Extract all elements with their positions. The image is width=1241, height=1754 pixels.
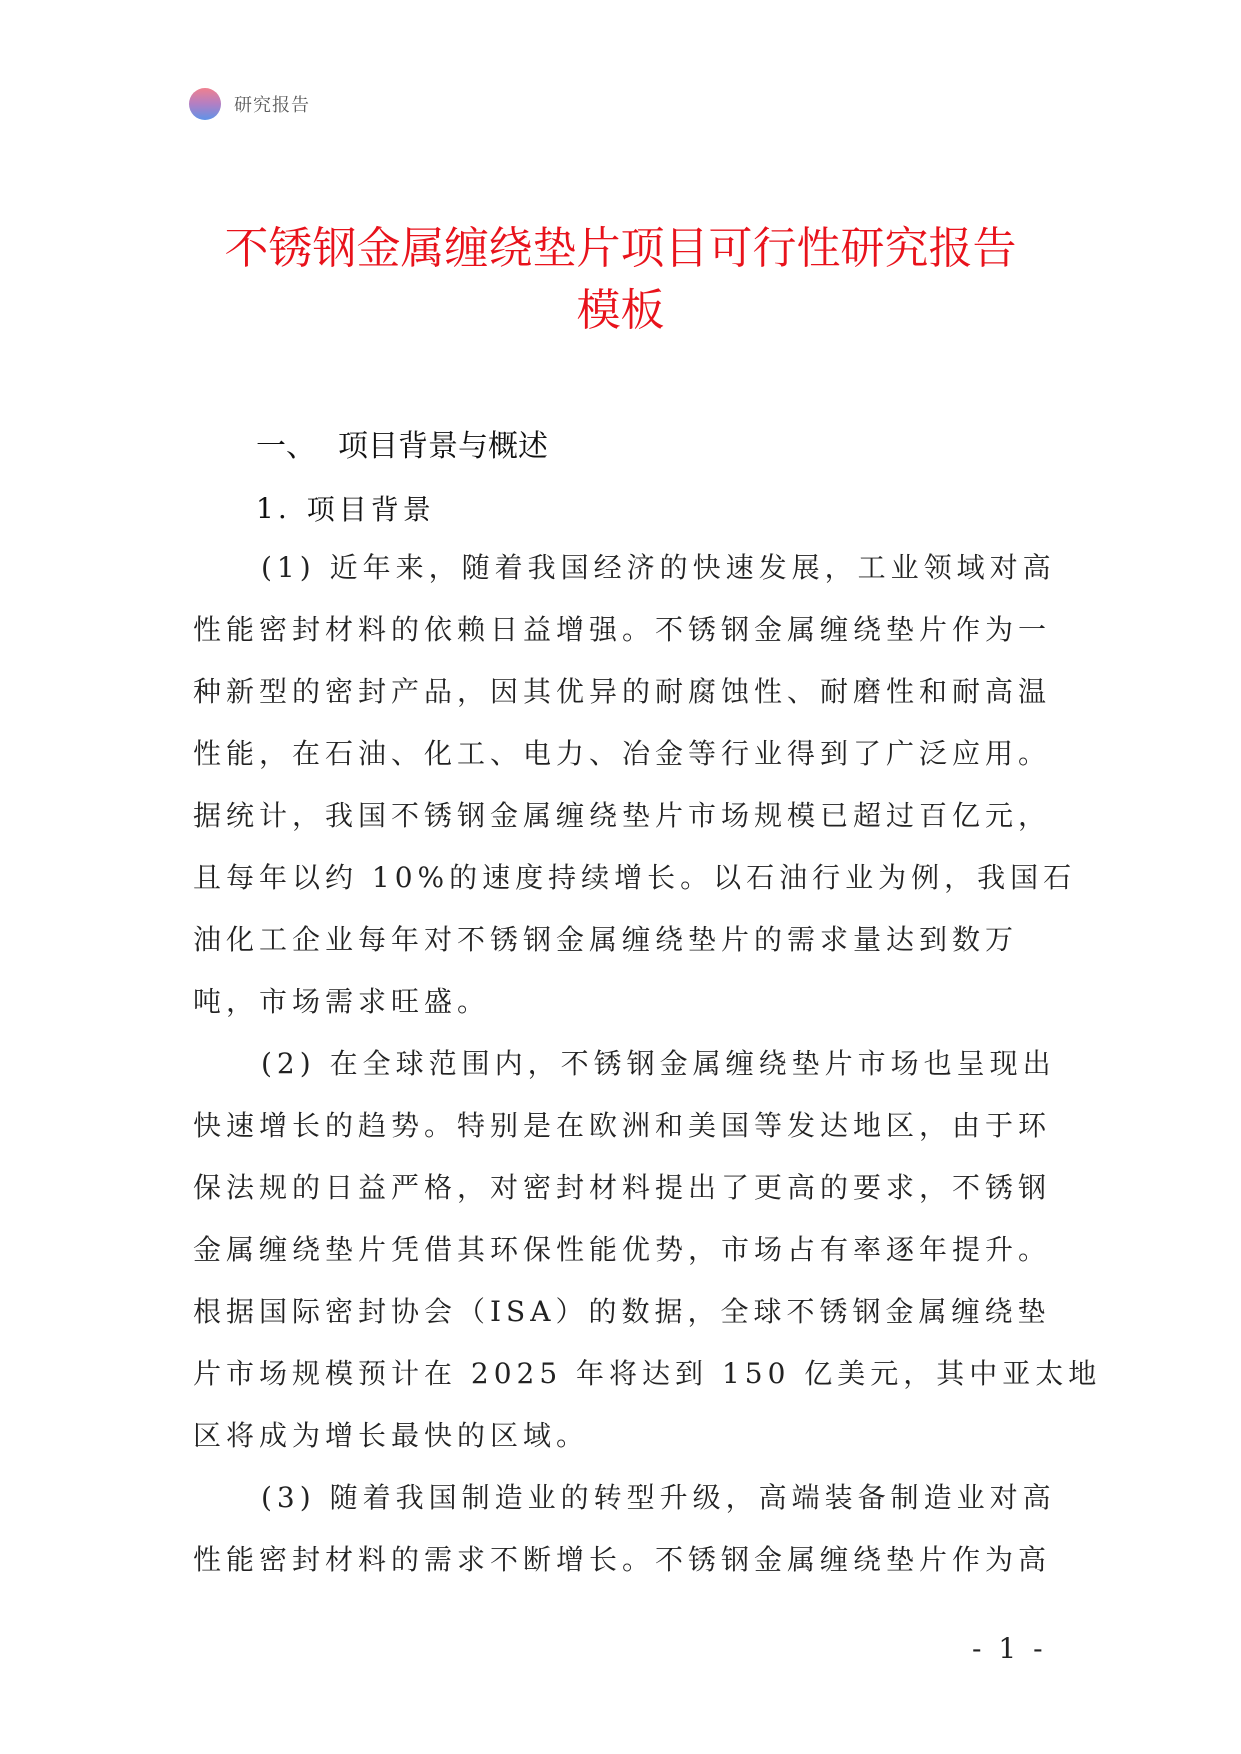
paragraph-line: 快速增长的趋势。特别是在欧洲和美国等发达地区，由于环 — [193, 1109, 1052, 1142]
paragraph-line: 区将成为增长最快的区域。 — [193, 1419, 590, 1452]
document-title — [160, 218, 1081, 342]
paragraph-line: (1) 近年来，随着我国经济的快速发展，工业领域对高 — [261, 551, 1056, 584]
paragraph-line: 吨，市场需求旺盛。 — [193, 985, 491, 1018]
paragraph-line: 保法规的日益严格，对密封材料提出了更高的要求，不锈钢 — [193, 1171, 1052, 1204]
paragraph-line: 片市场规模预计在 2025 年将达到 150 亿美元，其中亚太地 — [193, 1357, 1102, 1390]
paragraph-line: 性能密封材料的依赖日益增强。不锈钢金属缠绕垫片作为一 — [193, 613, 1052, 646]
section-title: 项目背景与概述 — [338, 429, 548, 464]
paragraph-3 — [193, 1467, 1056, 1591]
paragraph-2 — [193, 1033, 1102, 1467]
subsection-title: 项目背景 — [306, 493, 435, 526]
document-header — [189, 88, 310, 120]
paragraph-line: (3) 随着我国制造业的转型升级，高端装备制造业对高 — [261, 1481, 1056, 1514]
paragraph-line: 性能，在石油、化工、电力、冶金等行业得到了广泛应用。 — [193, 737, 1052, 770]
title-line-1: 不锈钢金属缠绕垫片项目可行性研究报告 — [224, 223, 1017, 274]
paragraph-line: (2) 在全球范围内，不锈钢金属缠绕垫片市场也呈现出 — [261, 1047, 1056, 1080]
logo-icon — [189, 88, 221, 120]
subsection-number: 1. — [256, 491, 291, 525]
paragraph-line: 金属缠绕垫片凭借其环保性能优势，市场占有率逐年提升。 — [193, 1233, 1052, 1266]
paragraph-line: 性能密封材料的需求不断增长。不锈钢金属缠绕垫片作为高 — [193, 1543, 1052, 1576]
paragraph-1 — [193, 537, 1077, 1033]
subsection-heading — [256, 484, 435, 532]
paragraph-line: 且每年以约 10%的速度持续增长。以石油行业为例，我国石 — [193, 861, 1077, 894]
paragraph-line: 据统计，我国不锈钢金属缠绕垫片市场规模已超过百亿元， — [193, 799, 1052, 832]
section-heading — [256, 418, 548, 468]
header-label: 研究报告 — [234, 95, 310, 116]
title-line-2: 模板 — [576, 285, 665, 336]
paragraph-line: 根据国际密封协会（ISA）的数据，全球不锈钢金属缠绕垫 — [193, 1295, 1051, 1328]
page-number: - 1 - — [972, 1632, 1047, 1665]
section-number: 一、 — [256, 429, 316, 464]
paragraph-line: 种新型的密封产品，因其优异的耐腐蚀性、耐磨性和耐高温 — [193, 675, 1052, 708]
paragraph-line: 油化工企业每年对不锈钢金属缠绕垫片的需求量达到数万 — [193, 923, 1019, 956]
